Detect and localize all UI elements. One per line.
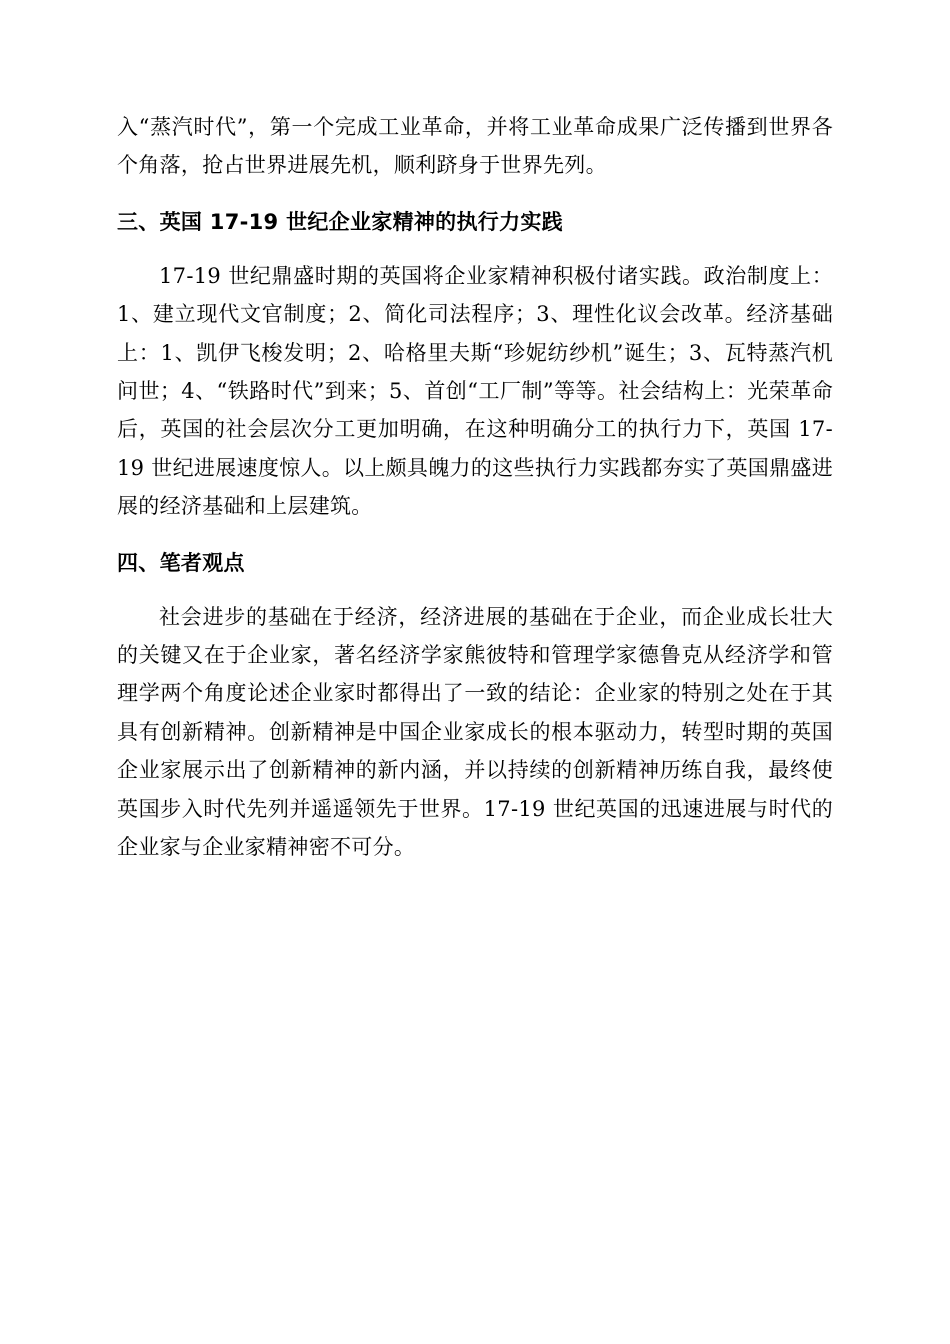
- section-3-paragraph: 17-19 世纪鼎盛时期的英国将企业家精神积极付诸实践。政治制度上：1、建立现代文官制度；2、简化司法程序；3、理性化议会改革。经济基础上：1、凯伊飞梭发明；2、哈格里夫斯“珍妮纺纱机”诞生；3、瓦特蒸汽机问世；4、“铁路时代”到来；5、首创“工厂制”等等。社会结构上：光荣革命后，英国的社会层次分工更加明确，在这种明确分工的执行力下，英国 17-19 世纪进展速度惊人。以上颇具魄力的这些执行力实践都夯实了英国鼎盛进展的经济基础和上层建筑。: [117, 263, 833, 519]
- document-page: [117, 108, 833, 867]
- section-heading-3: 三、英国 17-19 世纪企业家精神的执行力实践: [117, 209, 563, 234]
- section-4-paragraph: 社会进步的基础在于经济，经济进展的基础在于企业，而企业成长壮大的关键又在于企业家，著名经济学家熊彼特和管理学家德鲁克从经济学和管理学两个角度论述企业家时都得出了一致的结论：企业家的特别之处在于其具有创新精神。创新精神是中国企业家成长的根本驱动力，转型时期的英国企业家展示出了创新精神的新内涵，并以持续的创新精神历练自我，最终使英国步入时代先列并遥遥领先于世界。17-19 世纪英国的迅速进展与时代的企业家与企业家精神密不可分。: [117, 604, 833, 860]
- section-heading-4: 四、笔者观点: [117, 550, 245, 575]
- continuation-paragraph: 入“蒸汽时代”，第一个完成工业革命，并将工业革命成果广泛传播到世界各个角落，抢占世界进展先机，顺利跻身于世界先列。: [117, 115, 833, 178]
